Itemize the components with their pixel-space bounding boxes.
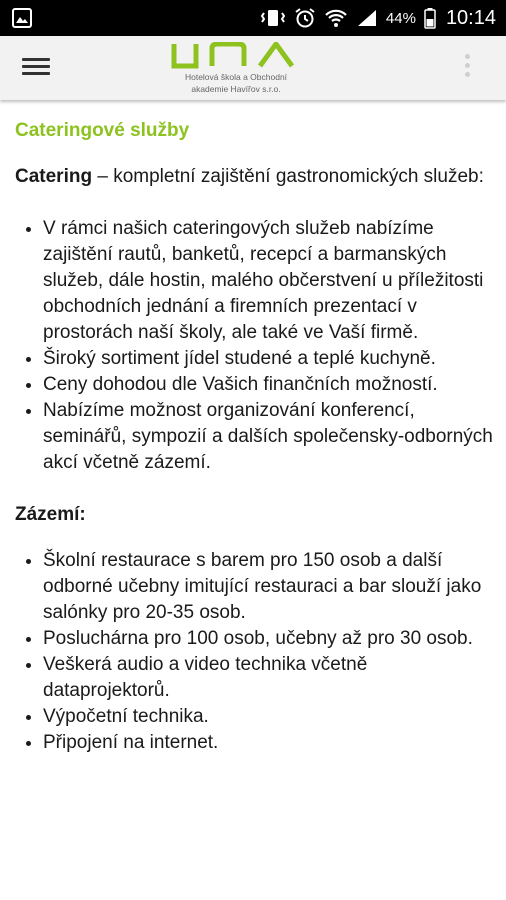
school-logo <box>166 42 316 96</box>
intro-term: Catering <box>15 166 93 187</box>
intro-paragraph <box>15 164 495 190</box>
logo-text-line2: akademie Havířov s.r.o. <box>191 84 281 94</box>
signal-icon <box>356 8 378 28</box>
list-item: • Posluchárna pro 100 osob, učebny až pro 30 osob. <box>43 626 495 652</box>
list-item: • Veškerá audio a video technika včetně dataprojektorů. <box>43 652 495 704</box>
alarm-icon <box>294 7 316 29</box>
logo-text-line1: Hotelová škola a Obchodní <box>184 72 288 82</box>
list-item: • Školní restaurace s barem pro 150 osob a další odborné učebny imitující restauraci a bar slouží jako salónky pro 20-35 osob. <box>43 548 495 626</box>
list-item: • V rámci našich cateringových služeb nabízíme zajištění rautů, banketů, recepcí a barmanských služeb, dále hostin, malého občerstvení u příležitosti obchodních jednání a firemních prezentací v prostorách naší školy, ale také ve Vaší firmě. <box>43 216 495 346</box>
page-title: Cateringové služby <box>15 120 190 141</box>
logo-graphic <box>166 42 306 72</box>
screenshot-icon <box>12 8 32 33</box>
services-list <box>15 216 495 476</box>
page-content <box>15 118 495 782</box>
hamburger-menu-icon[interactable] <box>22 54 56 82</box>
wifi-icon <box>324 7 348 29</box>
facilities-list <box>15 548 495 756</box>
app-bar <box>0 36 506 100</box>
clock: 10:14 <box>445 6 496 29</box>
status-bar <box>0 0 506 36</box>
intro-text: – kompletní zajištění gastronomických služeb: <box>92 166 484 187</box>
overflow-menu-icon[interactable] <box>464 54 472 84</box>
list-item: • Nabízíme možnost organizování konferencí, seminářů, sympozií a dalších společensky-odborných akcí včetně zázemí. <box>43 398 495 476</box>
list-item: • Ceny dohodou dle Vašich finančních možností. <box>43 372 495 398</box>
battery-percent: 44% <box>385 9 416 27</box>
battery-icon <box>424 7 436 29</box>
list-item: • Široký sortiment jídel studené a teplé kuchyně. <box>43 346 495 372</box>
list-item: • Výpočetní technika. <box>43 704 495 730</box>
facilities-heading: Zázemí: <box>15 504 86 525</box>
list-item: • Připojení na internet. <box>43 730 495 756</box>
vibrate-icon <box>260 8 286 28</box>
